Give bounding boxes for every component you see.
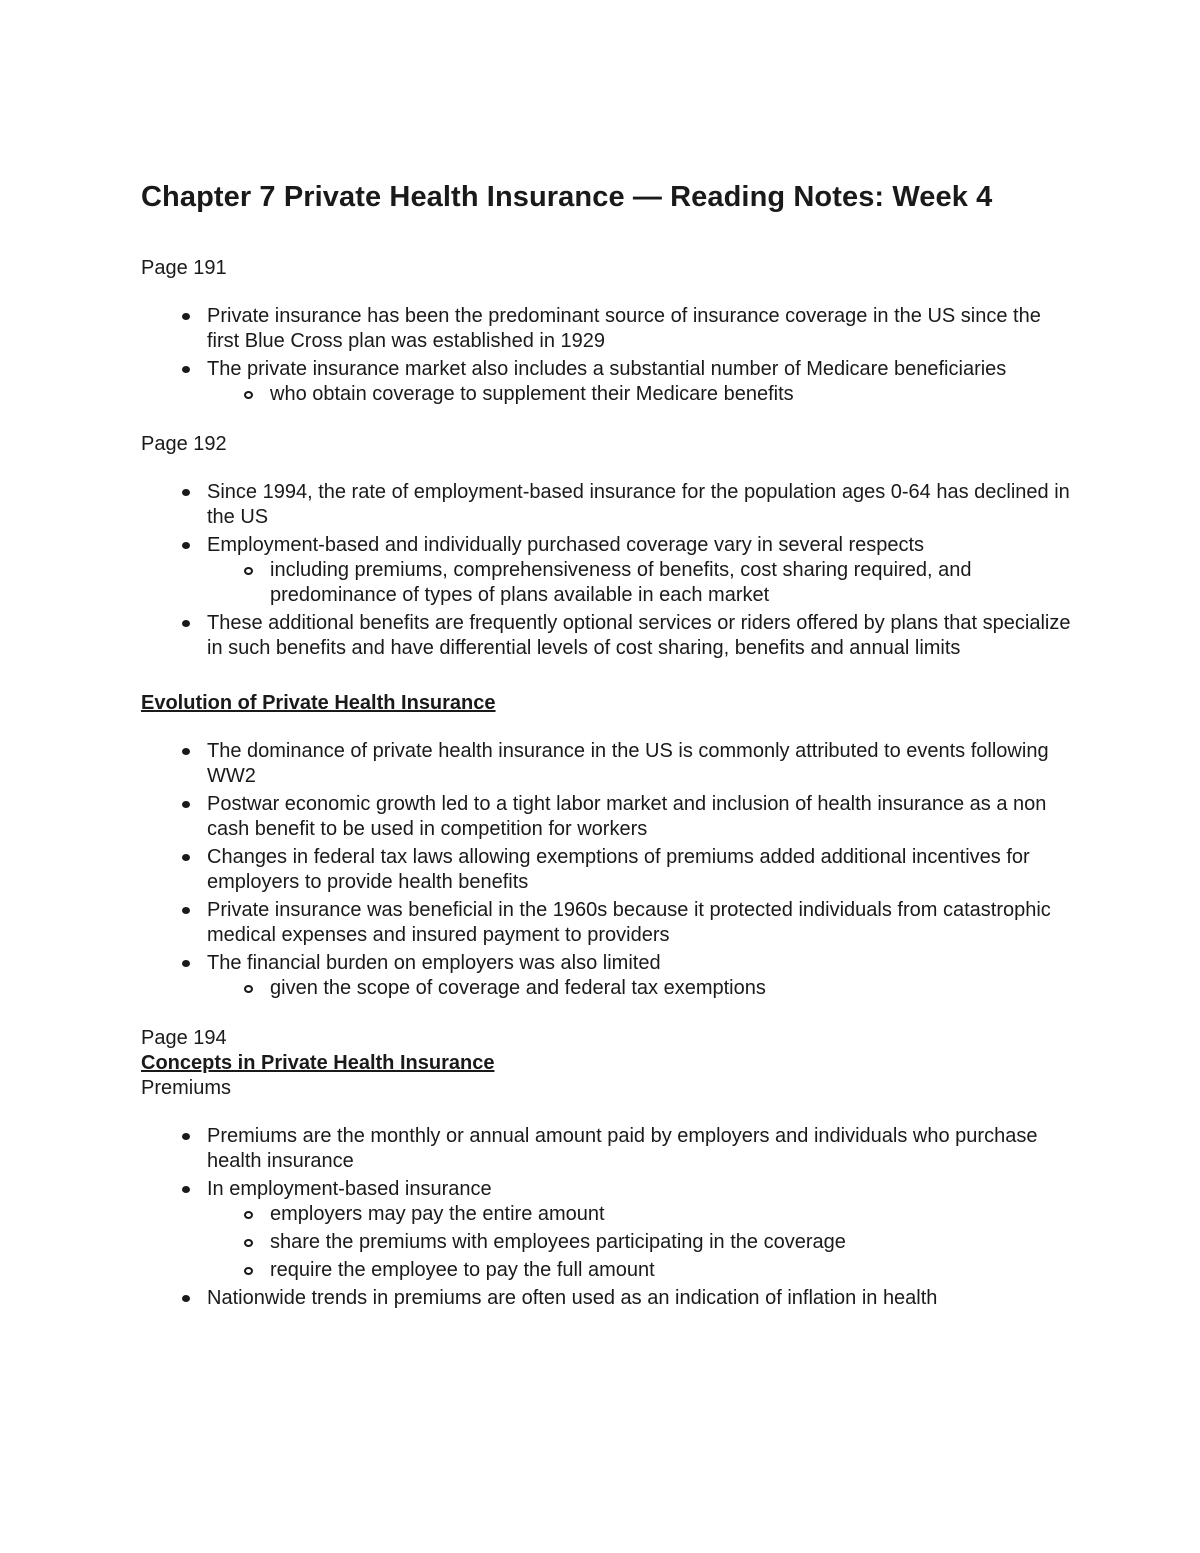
- sub-list-item: [270, 976, 1071, 1001]
- list-item-text: Since 1994, the rate of employment-based insurance for the population ages 0-64 has declined in the US: [207, 481, 1070, 528]
- sub-list-item: [270, 1258, 1071, 1283]
- bullet-icon: [182, 748, 190, 755]
- sub-list-item: [270, 558, 1071, 608]
- list-item-text: The private insurance market also includes a substantial number of Medicare beneficiaries: [207, 358, 1007, 380]
- list-item: [207, 1177, 1071, 1283]
- list-item-text: Private insurance was beneficial in the 1960s because it protected individuals from catastrophic medical expenses and insured payment to providers: [207, 899, 1051, 946]
- subheading: Premiums: [141, 1077, 232, 1099]
- hollow-bullet-icon: [244, 985, 253, 993]
- sub-bullet-list: [207, 558, 1071, 608]
- hollow-bullet-icon: [244, 567, 253, 575]
- list-item: [207, 533, 1071, 608]
- bullet-list: [141, 1124, 1071, 1311]
- bullet-icon: [182, 1133, 190, 1140]
- list-item: [207, 1124, 1071, 1174]
- bullet-icon: [182, 854, 190, 861]
- bullet-icon: [182, 1295, 190, 1302]
- page-label: Page 194: [141, 1027, 227, 1049]
- hollow-bullet-icon: [244, 1267, 253, 1275]
- section-heading: Concepts in Private Health Insurance: [141, 1052, 495, 1074]
- list-item-text: Nationwide trends in premiums are often used as an indication of inflation in health: [207, 1287, 938, 1309]
- list-item-text: These additional benefits are frequently optional services or riders offered by plans that specialize in such benefits and have differential levels of cost sharing, benefits and annual limits: [207, 612, 1071, 659]
- page-title: Chapter 7 Private Health Insurance — Reading Notes: Week 4: [141, 181, 993, 213]
- list-item: [207, 792, 1071, 842]
- bullet-list: [141, 739, 1071, 1001]
- page-label: Page 191: [141, 257, 227, 279]
- list-item: [207, 739, 1071, 789]
- sub-bullet-list: [207, 1202, 1071, 1283]
- list-item: [207, 480, 1071, 530]
- list-item: [207, 898, 1071, 948]
- bullet-icon: [182, 620, 190, 627]
- list-item-text: The financial burden on employers was also limited: [207, 952, 661, 974]
- document-page: [141, 175, 1071, 1314]
- bullet-icon: [182, 542, 190, 549]
- list-item-text: In employment-based insurance: [207, 1178, 492, 1200]
- bullet-icon: [182, 907, 190, 914]
- bullet-icon: [182, 801, 190, 808]
- list-item-text: Postwar economic growth led to a tight labor market and inclusion of health insurance as a non cash benefit to be used in competition for workers: [207, 793, 1047, 840]
- list-item: [207, 845, 1071, 895]
- list-item-text: Private insurance has been the predominant source of insurance coverage in the US since the first Blue Cross plan was established in 1929: [207, 305, 1041, 352]
- list-item-text: including premiums, comprehensiveness of benefits, cost sharing required, and predominance of types of plans available in each market: [270, 559, 972, 606]
- section-heading: Evolution of Private Health Insurance: [141, 692, 496, 714]
- list-item-text: Premiums are the monthly or annual amount paid by employers and individuals who purchase health insurance: [207, 1125, 1038, 1172]
- hollow-bullet-icon: [244, 391, 253, 399]
- sub-list-item: [270, 1230, 1071, 1255]
- bullet-list: [141, 480, 1071, 661]
- list-item-text: require the employee to pay the full amount: [270, 1259, 655, 1281]
- sub-bullet-list: [207, 382, 1071, 407]
- bullet-icon: [182, 366, 190, 373]
- list-item-text: who obtain coverage to supplement their Medicare benefits: [270, 383, 794, 405]
- list-item-text: share the premiums with employees participating in the coverage: [270, 1231, 846, 1253]
- bullet-list: [141, 304, 1071, 407]
- list-item: [207, 1286, 1071, 1311]
- sub-list-item: [270, 382, 1071, 407]
- sub-bullet-list: [207, 976, 1071, 1001]
- bullet-icon: [182, 489, 190, 496]
- sub-list-item: [270, 1202, 1071, 1227]
- list-item: [207, 357, 1071, 407]
- hollow-bullet-icon: [244, 1211, 253, 1219]
- bullet-icon: [182, 1186, 190, 1193]
- hollow-bullet-icon: [244, 1239, 253, 1247]
- bullet-icon: [182, 960, 190, 967]
- list-item: [207, 304, 1071, 354]
- list-item-text: given the scope of coverage and federal tax exemptions: [270, 977, 766, 999]
- list-item-text: The dominance of private health insurance in the US is commonly attributed to events following WW2: [207, 740, 1049, 787]
- list-item: [207, 611, 1071, 661]
- list-item-text: employers may pay the entire amount: [270, 1203, 605, 1225]
- page-label: Page 192: [141, 433, 227, 455]
- list-item-text: Employment-based and individually purchased coverage vary in several respects: [207, 534, 925, 556]
- list-item: [207, 951, 1071, 1001]
- bullet-icon: [182, 313, 190, 320]
- list-item-text: Changes in federal tax laws allowing exemptions of premiums added additional incentives for employers to provide health benefits: [207, 846, 1030, 893]
